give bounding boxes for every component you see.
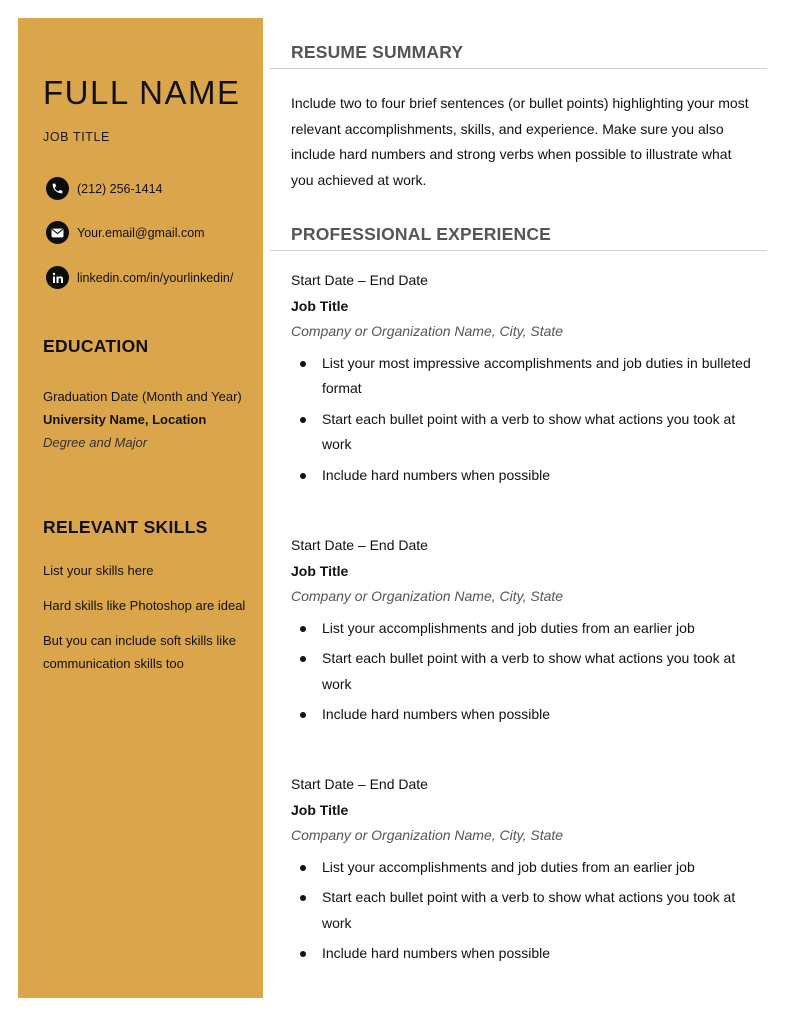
summary-heading: RESUME SUMMARY — [291, 42, 464, 62]
job-dates: Start Date – End Date — [291, 537, 428, 553]
job-company: Company or Organization Name, City, State — [291, 827, 564, 843]
job-bullets — [291, 616, 751, 728]
email-icon — [46, 221, 69, 244]
education-heading: EDUCATION — [43, 336, 149, 356]
job-title-main: Job Title — [291, 562, 349, 579]
job-bullet: List your most impressive accomplishments and job duties in bulleted format — [322, 351, 751, 402]
summary-divider — [270, 68, 767, 69]
job-entry — [291, 533, 751, 733]
job-bullet: Include hard numbers when possible — [322, 941, 751, 967]
job-bullet: List your accomplishments and job duties from an earlier job — [322, 855, 751, 881]
experience-heading: PROFESSIONAL EXPERIENCE — [291, 224, 552, 244]
job-title-main: Job Title — [291, 297, 349, 314]
job-bullet: Start each bullet point with a verb to show what actions you took at work — [322, 885, 751, 936]
job-title: JOB TITLE — [43, 130, 110, 144]
linkedin-text[interactable]: linkedin.com/in/yourlinkedin/ — [77, 270, 234, 285]
phone-icon — [46, 177, 69, 200]
job-title-main: Job Title — [291, 801, 349, 818]
job-bullet: Include hard numbers when possible — [322, 463, 751, 489]
education-block — [43, 385, 242, 454]
phone-text: (212) 256-1414 — [77, 181, 163, 196]
skill-item: List your skills here — [43, 563, 154, 578]
job-entry — [291, 268, 751, 493]
job-dates: Start Date – End Date — [291, 776, 428, 792]
job-bullets — [291, 855, 751, 967]
job-company: Company or Organization Name, City, State — [291, 323, 564, 339]
contact-phone — [46, 177, 162, 200]
linkedin-icon — [46, 266, 69, 289]
job-bullets — [291, 351, 751, 489]
job-bullet: Start each bullet point with a verb to show what actions you took at work — [322, 646, 751, 697]
job-bullet: List your accomplishments and job duties from an earlier job — [322, 616, 751, 642]
job-company: Company or Organization Name, City, State — [291, 588, 564, 604]
job-bullet: Include hard numbers when possible — [322, 702, 751, 728]
skill-item: Hard skills like Photoshop are ideal — [43, 598, 246, 613]
experience-divider — [270, 250, 767, 251]
contact-email — [46, 221, 205, 244]
email-text[interactable]: Your.email@gmail.com — [77, 225, 205, 240]
full-name: FULL NAME — [43, 74, 241, 111]
skills-heading: RELEVANT SKILLS — [43, 517, 208, 537]
job-entry — [291, 772, 751, 972]
skill-item: But you can include soft skills like communication skills too — [43, 633, 236, 671]
job-bullet: Start each bullet point with a verb to show what actions you took at work — [322, 407, 751, 458]
summary-text: Include two to four brief sentences (or bullet points) highlighting your most relevant accomplishments, skills, and experience. Make sure you also include hard numbers and strong verbs when possible to illustrate what you achieved at work. — [291, 95, 749, 189]
graduation-date: Graduation Date (Month and Year) — [43, 389, 242, 404]
job-dates: Start Date – End Date — [291, 272, 428, 288]
degree-major: Degree and Major — [43, 435, 148, 450]
contact-linkedin — [46, 266, 233, 289]
sidebar — [18, 18, 263, 998]
university-name: University Name, Location — [43, 412, 207, 427]
